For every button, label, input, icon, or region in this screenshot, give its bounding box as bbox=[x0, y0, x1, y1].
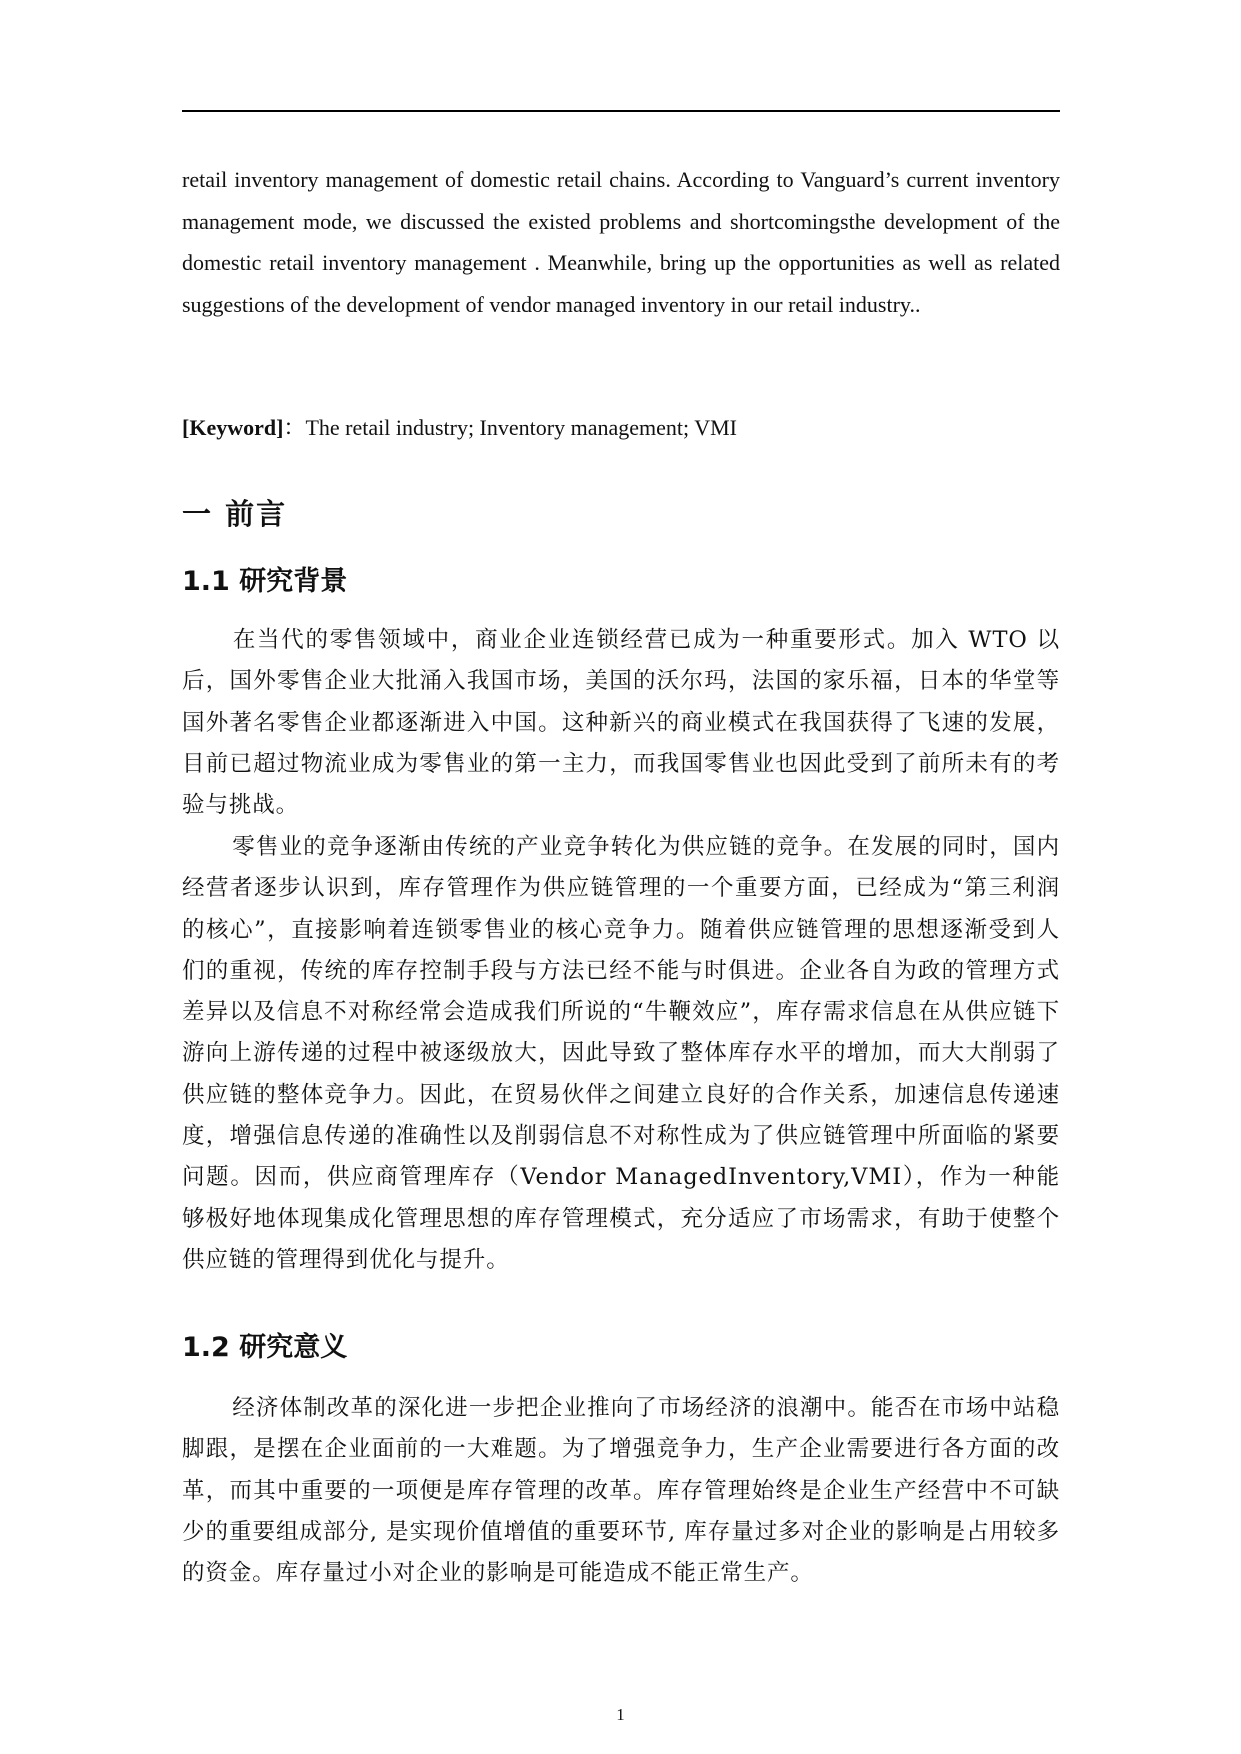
header-rule bbox=[182, 110, 1060, 112]
keywords-line bbox=[182, 408, 1060, 448]
keywords-text: The retail industry; Inventory management; VMI bbox=[305, 415, 737, 440]
significance-paragraph-1-text: 经济体制改革的深化进一步把企业推向了市场经济的浪潮中。能否在市场中站稳脚跟，是摆在企业面前的一大难题。为了增强竞争力，生产企业需要进行各方面的改革，而其中重要的一项便是库存管理的改革。库存管理始终是企业生产经营中不可缺少的重要组成部分, 是实现价值增值的重要环节, 库存量过多对企业的影响是占用较多的资金。库存量过小对企业的影响是可能造成不能正常生产。 bbox=[182, 1395, 1060, 1587]
subsection-heading-background: 1.1 研究背景 bbox=[182, 566, 348, 597]
background-paragraph-1-text: 在当代的零售领域中，商业企业连锁经营已成为一种重要形式。加入 WTO 以后，国外零售企业大批涌入我国市场，美国的沃尔玛，法国的家乐福，日本的华堂等国外著名零售企业都逐渐进入中国。这种新兴的商业模式在我国获得了飞速的发展，目前已超过物流业成为零售业的第一主力，而我国零售业也因此受到了前所未有的考验与挑战。 bbox=[182, 627, 1060, 819]
keywords-label: [Keyword] bbox=[182, 415, 284, 440]
background-paragraph-1 bbox=[182, 620, 1060, 826]
subsection-heading-significance: 1.2 研究意义 bbox=[182, 1332, 348, 1363]
abstract-paragraph: retail inventory management of domestic retail chains. According to Vanguard’s current inventory management mode, we discussed the existed problems and shortcomingsthe development of the domestic retail inventory management . Meanwhile, bring up the opportunities as well as related suggestions of the development of vendor managed inventory in our retail industry.. bbox=[182, 167, 1060, 317]
keywords-separator: ： bbox=[283, 415, 306, 440]
section-heading-preface: 一 前言 bbox=[182, 497, 288, 531]
page-number: 1 bbox=[616, 1705, 625, 1724]
background-paragraph-2-text: 零售业的竞争逐渐由传统的产业竞争转化为供应链的竞争。在发展的同时，国内经营者逐步认识到，库存管理作为供应链管理的一个重要方面，已经成为“第三利润的核心”，直接影响着连锁零售业的核心竞争力。随着供应链管理的思想逐渐受到人们的重视，传统的库存控制手段与方法已经不能与时俱进。企业各自为政的管理方式差异以及信息不对称经常会造成我们所说的“牛鞭效应”，库存需求信息在从供应链下游向上游传递的过程中被逐级放大，因此导致了整体库存水平的增加，而大大削弱了供应链的整体竞争力。因此，在贸易伙伴之间建立良好的合作关系，加速信息传递速度，增强信息传递的准确性以及削弱信息不对称性成为了供应链管理中所面临的紧要问题。因而，供应商管理库存（Vendor ManagedInventory,VMI），作为一种能够极好地体现集成化管理思想的库存管理模式，充分适应了市场需求，有助于使整个供应链的管理得到优化与提升。 bbox=[182, 834, 1060, 1273]
significance-paragraph-1 bbox=[182, 1388, 1060, 1594]
background-paragraph-2 bbox=[182, 827, 1060, 1281]
